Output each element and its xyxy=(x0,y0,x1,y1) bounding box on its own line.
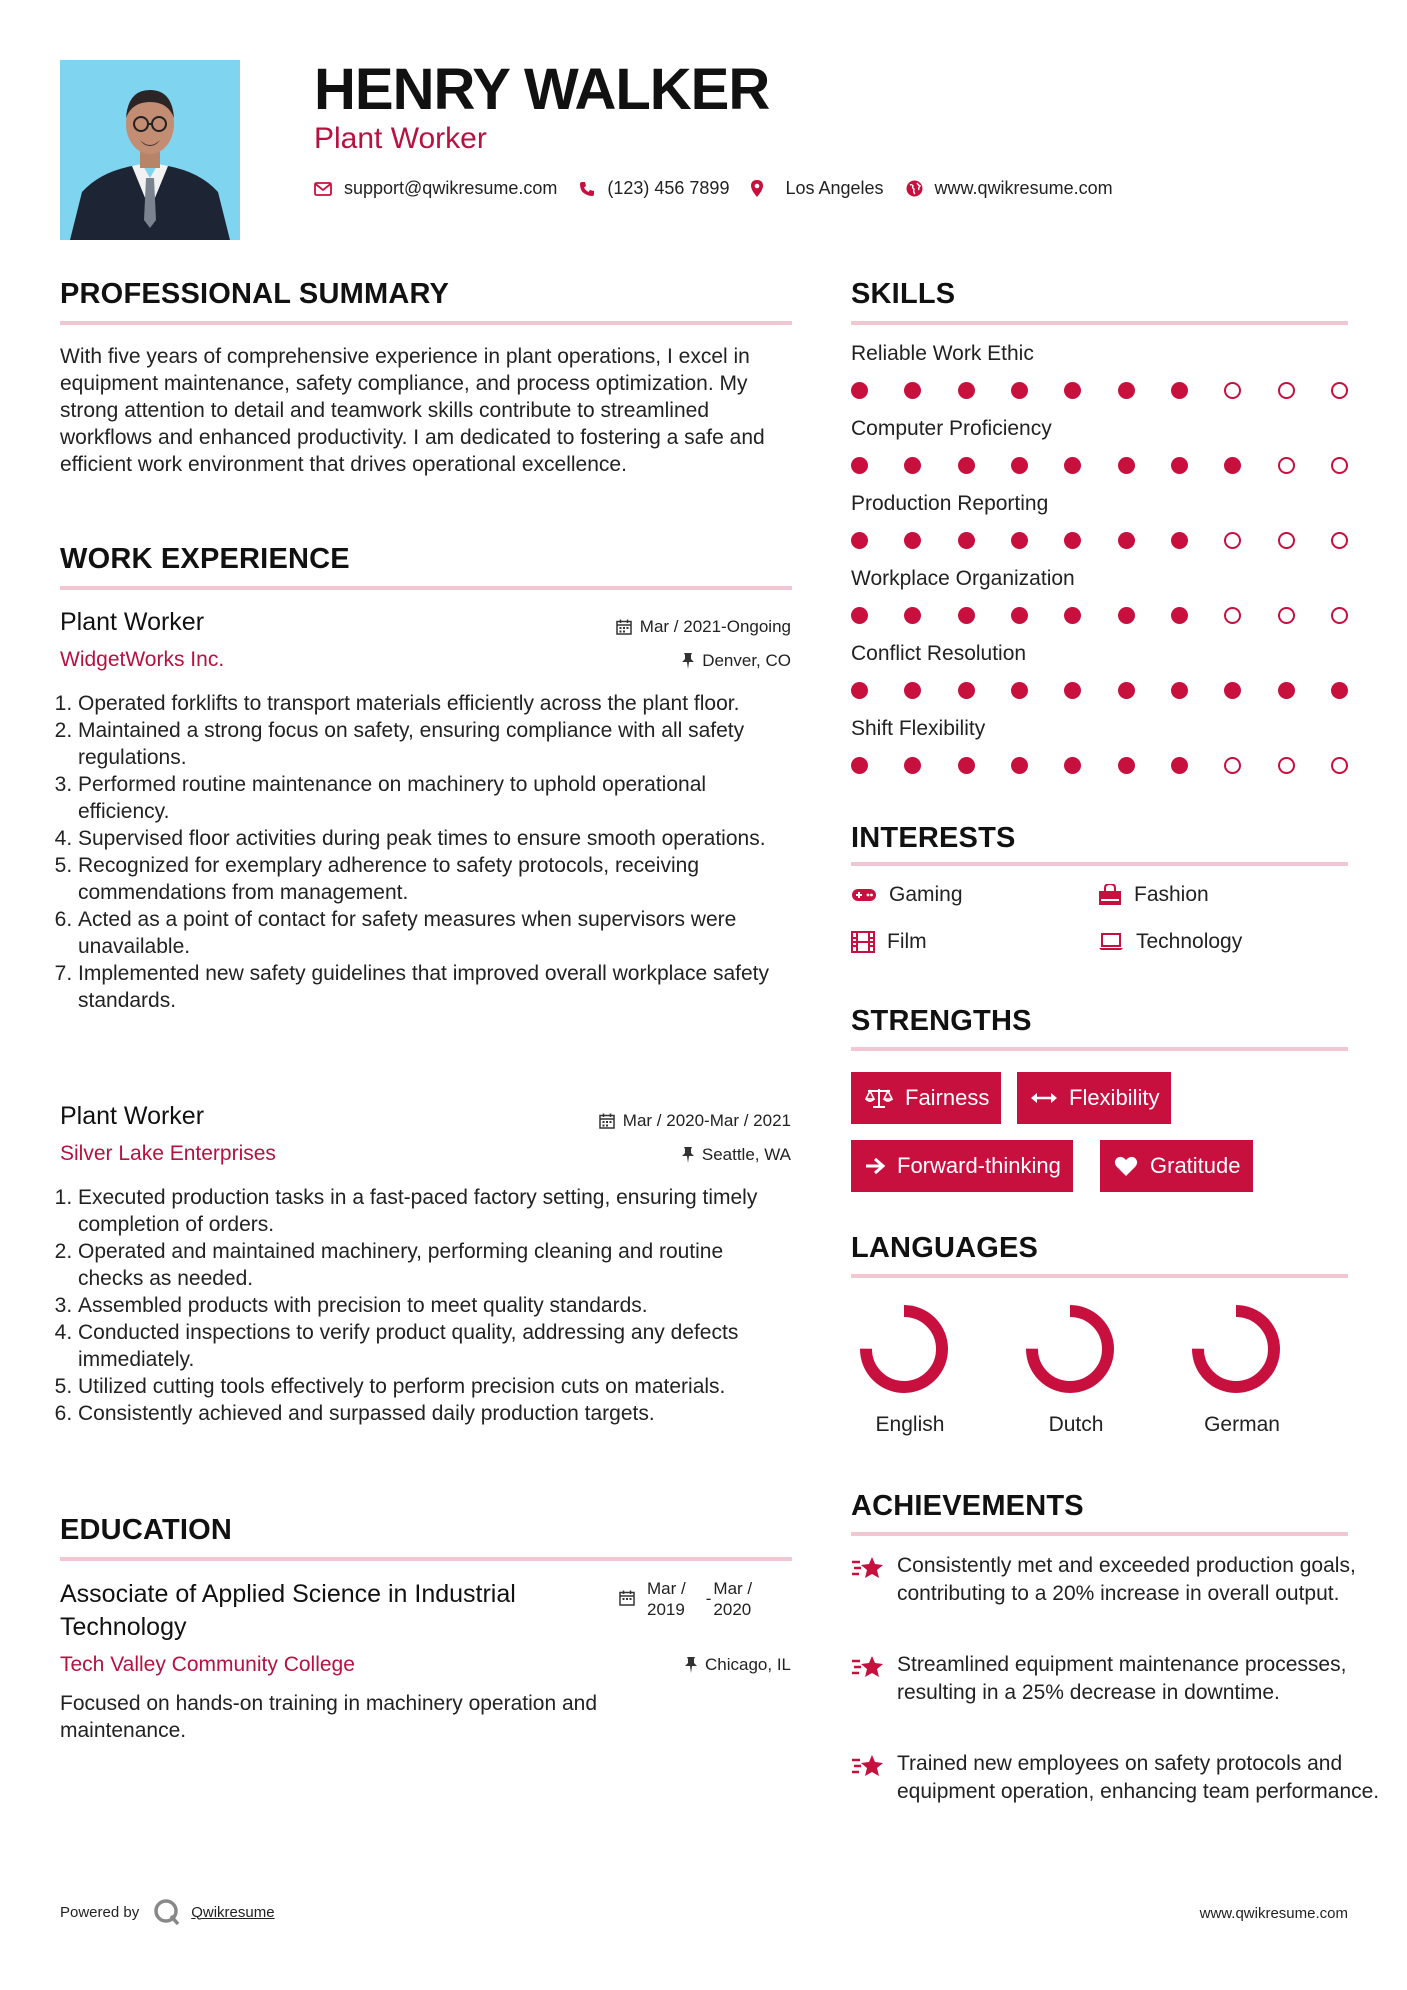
job-2-bullets xyxy=(60,1184,792,1427)
education-start-month: Mar / xyxy=(647,1579,686,1598)
skill-dot-filled xyxy=(904,607,921,624)
education-school: Tech Valley Community College xyxy=(60,1653,355,1676)
skill-2-rating xyxy=(851,457,1348,477)
skill-4-rating xyxy=(851,607,1348,627)
job-1-company: WidgetWorks Inc. xyxy=(60,648,225,671)
skill-dot-filled xyxy=(1011,382,1028,399)
contact-phone[interactable] xyxy=(579,178,729,199)
skill-dot-empty xyxy=(1224,757,1241,774)
language-german-label: German xyxy=(1204,1413,1280,1436)
skill-dot-filled xyxy=(1118,382,1135,399)
gamepad-icon xyxy=(851,887,877,903)
pushpin-icon xyxy=(685,1657,697,1673)
language-dutch-ring xyxy=(1015,1294,1125,1404)
candidate-title: Plant Worker xyxy=(314,122,487,155)
skill-dot-empty xyxy=(1278,457,1295,474)
envelope-icon xyxy=(314,182,332,196)
skill-5-rating xyxy=(851,682,1348,702)
achievements-heading: ACHIEVEMENTS xyxy=(851,1490,1084,1522)
skill-5-name: Conflict Resolution xyxy=(851,642,1027,665)
skill-3-name: Production Reporting xyxy=(851,492,1049,515)
footer-powered-by xyxy=(60,1898,275,1926)
footer-powered-by-text: Powered by xyxy=(60,1903,140,1921)
skill-dot-empty xyxy=(1278,382,1295,399)
skill-dot-filled xyxy=(904,757,921,774)
shopping-bag-icon xyxy=(1098,884,1122,906)
interest-fashion-label: Fashion xyxy=(1134,883,1209,906)
job-2-dates xyxy=(599,1111,791,1131)
job-1-location-text: Denver, CO xyxy=(702,651,791,670)
strength-forward-thinking-label: Forward-thinking xyxy=(897,1153,1061,1178)
strength-flexibility xyxy=(1017,1072,1171,1124)
arrow-right-icon xyxy=(865,1157,885,1175)
skill-dot-filled xyxy=(1171,382,1188,399)
heart-icon xyxy=(1114,1156,1138,1177)
globe-icon xyxy=(906,180,923,197)
skills-heading: SKILLS xyxy=(851,278,956,310)
language-german-ring xyxy=(1181,1294,1291,1404)
job-2-location xyxy=(682,1145,791,1165)
list-item: 6. Acted as a point of contact for safety measures when supervisors were unavailable. xyxy=(78,906,792,960)
education-end-year: 2020 xyxy=(713,1600,752,1619)
job-1-bullets xyxy=(60,690,792,1014)
education-end-date xyxy=(713,1578,752,1620)
footer-brand-link[interactable]: Qwikresume xyxy=(191,1903,275,1921)
calendar-icon xyxy=(599,1113,615,1129)
list-item: 1. Operated forklifts to transport materials efficiently across the plant floor. xyxy=(78,690,792,717)
list-item: 5. Utilized cutting tools effectively to perform precision cuts on materials. xyxy=(78,1373,792,1400)
skill-dot-filled xyxy=(851,757,868,774)
education-heading: EDUCATION xyxy=(60,1514,233,1546)
job-2-dates-text: Mar / 2020-Mar / 2021 xyxy=(622,1111,791,1130)
skill-dot-empty xyxy=(1331,457,1348,474)
skill-dot-filled xyxy=(958,607,975,624)
skills-rule xyxy=(851,321,1348,325)
skill-dot-empty xyxy=(1278,607,1295,624)
education-rule xyxy=(60,1557,792,1561)
interests-rule xyxy=(851,862,1348,866)
skill-dot-filled xyxy=(1171,757,1188,774)
job-1-title: Plant Worker xyxy=(60,608,205,636)
skill-dot-empty xyxy=(1224,532,1241,549)
strength-gratitude-label: Gratitude xyxy=(1150,1153,1241,1178)
list-item: 3. Assembled products with precision to meet quality standards. xyxy=(78,1292,792,1319)
skill-dot-filled xyxy=(1064,382,1081,399)
summary-rule xyxy=(60,321,792,325)
skill-dot-empty xyxy=(1278,532,1295,549)
skill-dot-filled xyxy=(1278,682,1295,699)
arrows-horizontal-icon xyxy=(1031,1091,1057,1105)
skill-6-rating xyxy=(851,757,1348,777)
skill-dot-empty xyxy=(1331,382,1348,399)
contact-website-text: www.qwikresume.com xyxy=(934,178,1113,198)
job-2-company: Silver Lake Enterprises xyxy=(60,1142,276,1165)
list-item: 4. Supervised floor activities during peak times to ensure smooth operations. xyxy=(78,825,792,852)
phone-icon xyxy=(579,181,595,197)
skill-dot-filled xyxy=(904,682,921,699)
list-item: 2. Maintained a strong focus on safety, ensuring compliance with all safety regulations. xyxy=(78,717,792,771)
qwikresume-logo-icon xyxy=(153,1898,181,1926)
achievement-text-3: Trained new employees on safety protocols and equipment operation, enhancing team performance. xyxy=(897,1752,1380,1803)
map-pin-icon xyxy=(751,180,763,197)
job-1-location xyxy=(682,651,791,671)
skill-dot-filled xyxy=(1064,607,1081,624)
strengths-heading: STRENGTHS xyxy=(851,1005,1032,1037)
skill-dot-filled xyxy=(958,682,975,699)
person-portrait-icon xyxy=(60,60,240,240)
skill-dot-filled xyxy=(1171,532,1188,549)
contact-email-text: support@qwikresume.com xyxy=(344,178,558,198)
profile-photo xyxy=(60,60,240,240)
experience-rule xyxy=(60,586,792,590)
skill-dot-filled xyxy=(851,607,868,624)
skill-dot-filled xyxy=(1064,757,1081,774)
skill-dot-filled xyxy=(1171,457,1188,474)
calendar-icon xyxy=(616,619,632,635)
calendar-icon xyxy=(619,1590,635,1606)
achievement-text-2: Streamlined equipment maintenance processes, resulting in a 25% decrease in downtime. xyxy=(897,1653,1347,1704)
shooting-star-icon xyxy=(851,1752,885,1780)
list-item: 3. Performed routine maintenance on machinery to uphold operational efficiency. xyxy=(78,771,792,825)
job-1-dates xyxy=(616,617,791,637)
experience-heading: WORK EXPERIENCE xyxy=(60,543,350,575)
education-location-text: Chicago, IL xyxy=(705,1655,791,1674)
contact-location xyxy=(751,178,883,199)
summary-text: With five years of comprehensive experience in plant operations, I excel in equipment maintenance, safety compliance, and process optimization. My strong attention to detail and teamwork skills contribute to streamlined workflows and enhanced productivity. I am dedicated to fostering a safe and efficient work environment that drives operational excellence. xyxy=(60,345,765,476)
skill-dot-filled xyxy=(1011,757,1028,774)
interest-fashion xyxy=(1098,883,1209,907)
education-start-year: 2019 xyxy=(647,1600,685,1619)
footer-website[interactable]: www.qwikresume.com xyxy=(1199,1905,1348,1922)
skill-dot-empty xyxy=(1331,757,1348,774)
pushpin-icon xyxy=(682,1147,694,1163)
skill-dot-filled xyxy=(958,382,975,399)
skill-dot-empty xyxy=(1224,607,1241,624)
skill-dot-filled xyxy=(1011,457,1028,474)
skill-dot-filled xyxy=(958,532,975,549)
education-degree: Associate of Applied Science in Industrial Technology xyxy=(60,1580,516,1641)
interest-film-label: Film xyxy=(887,930,927,953)
skill-dot-filled xyxy=(851,532,868,549)
strength-gratitude xyxy=(1100,1140,1253,1192)
skill-dot-filled xyxy=(904,382,921,399)
skill-dot-filled xyxy=(851,457,868,474)
skill-dot-filled xyxy=(1064,532,1081,549)
language-english-ring xyxy=(849,1294,959,1404)
laptop-icon xyxy=(1098,933,1124,951)
languages-rule xyxy=(851,1274,1348,1278)
film-icon xyxy=(851,931,875,953)
job-2-location-text: Seattle, WA xyxy=(701,1145,791,1164)
skill-dot-filled xyxy=(1171,607,1188,624)
language-english-label: English xyxy=(875,1413,945,1436)
skill-dot-filled xyxy=(1118,607,1135,624)
strengths-rule xyxy=(851,1047,1348,1051)
skill-dot-filled xyxy=(1118,457,1135,474)
skill-dot-filled xyxy=(1224,682,1241,699)
skill-3-rating xyxy=(851,532,1348,552)
skill-dot-filled xyxy=(958,757,975,774)
achievements-rule xyxy=(851,1532,1348,1536)
contact-bar xyxy=(314,178,1135,199)
contact-website[interactable] xyxy=(906,178,1113,199)
language-level-arc xyxy=(1198,1311,1274,1387)
shooting-star-icon xyxy=(851,1554,885,1582)
list-item: 1. Executed production tasks in a fast-paced factory setting, ensuring timely completion of orders. xyxy=(78,1184,792,1238)
pushpin-icon xyxy=(682,653,694,669)
skill-dot-empty xyxy=(1224,382,1241,399)
skill-dot-filled xyxy=(1064,682,1081,699)
interest-technology-label: Technology xyxy=(1136,930,1243,953)
skill-dot-filled xyxy=(851,682,868,699)
skill-dot-filled xyxy=(1118,757,1135,774)
skill-dot-filled xyxy=(1171,682,1188,699)
candidate-name: HENRY WALKER xyxy=(314,57,770,122)
interests-heading: INTERESTS xyxy=(851,822,1016,854)
language-level-arc xyxy=(866,1311,942,1387)
skill-dot-filled xyxy=(1011,682,1028,699)
skill-4-name: Workplace Organization xyxy=(851,567,1075,590)
skill-6-name: Shift Flexibility xyxy=(851,717,986,740)
shooting-star-icon xyxy=(851,1653,885,1681)
language-level-arc xyxy=(1032,1311,1108,1387)
skill-dot-filled xyxy=(1011,607,1028,624)
interest-technology xyxy=(1098,930,1242,954)
list-item: 6. Consistently achieved and surpassed daily production targets. xyxy=(78,1400,792,1427)
contact-phone-text: (123) 456 7899 xyxy=(607,178,730,198)
achievement-item-1 xyxy=(851,1552,1397,1608)
education-date-separator: - xyxy=(705,1589,712,1608)
skill-dot-empty xyxy=(1331,607,1348,624)
list-item: 4. Conducted inspections to verify product quality, addressing any defects immediately. xyxy=(78,1319,792,1373)
skill-dot-filled xyxy=(904,457,921,474)
job-2-title: Plant Worker xyxy=(60,1102,205,1130)
achievement-item-3 xyxy=(851,1750,1397,1806)
balance-scale-icon xyxy=(865,1087,893,1109)
contact-location-text: Los Angeles xyxy=(785,178,884,198)
achievement-item-2 xyxy=(851,1651,1397,1707)
education-end-month: Mar / xyxy=(713,1579,753,1598)
language-dutch-label: Dutch xyxy=(1048,1413,1104,1436)
skill-2-name: Computer Proficiency xyxy=(851,417,1052,440)
education-start-date xyxy=(647,1578,686,1620)
skill-dot-filled xyxy=(1011,532,1028,549)
skill-dot-filled xyxy=(851,382,868,399)
education-description: Focused on hands-on training in machinery operation and maintenance. xyxy=(60,1692,598,1742)
skill-dot-filled xyxy=(1224,457,1241,474)
skill-1-name: Reliable Work Ethic xyxy=(851,342,1034,365)
strength-fairness-label: Fairness xyxy=(905,1085,990,1110)
skill-dot-filled xyxy=(904,532,921,549)
strength-forward-thinking xyxy=(851,1140,1073,1192)
strength-flexibility-label: Flexibility xyxy=(1069,1085,1160,1110)
skill-dot-filled xyxy=(958,457,975,474)
interest-gaming xyxy=(851,883,963,907)
list-item: 2. Operated and maintained machinery, performing cleaning and routine checks as needed. xyxy=(78,1238,792,1292)
contact-email[interactable] xyxy=(314,178,557,199)
languages-heading: LANGUAGES xyxy=(851,1232,1039,1264)
skill-1-rating xyxy=(851,382,1348,402)
education-dates xyxy=(619,1578,752,1620)
list-item: 7. Implemented new safety guidelines that improved overall workplace safety standards. xyxy=(78,960,792,1014)
list-item: 5. Recognized for exemplary adherence to safety protocols, receiving commendations from management. xyxy=(78,852,792,906)
interest-gaming-label: Gaming xyxy=(889,883,963,906)
interest-film xyxy=(851,930,927,954)
summary-heading: PROFESSIONAL SUMMARY xyxy=(60,278,450,310)
skill-dot-filled xyxy=(1064,457,1081,474)
skill-dot-empty xyxy=(1331,532,1348,549)
job-1-dates-text: Mar / 2021-Ongoing xyxy=(639,617,791,636)
skill-dot-filled xyxy=(1118,682,1135,699)
education-location xyxy=(685,1655,791,1675)
skill-dot-filled xyxy=(1331,682,1348,699)
skill-dot-empty xyxy=(1278,757,1295,774)
achievement-text-1: Consistently met and exceeded production goals, contributing to a 20% increase in overall output. xyxy=(897,1554,1356,1605)
skill-dot-filled xyxy=(1118,532,1135,549)
strength-fairness xyxy=(851,1072,1001,1124)
